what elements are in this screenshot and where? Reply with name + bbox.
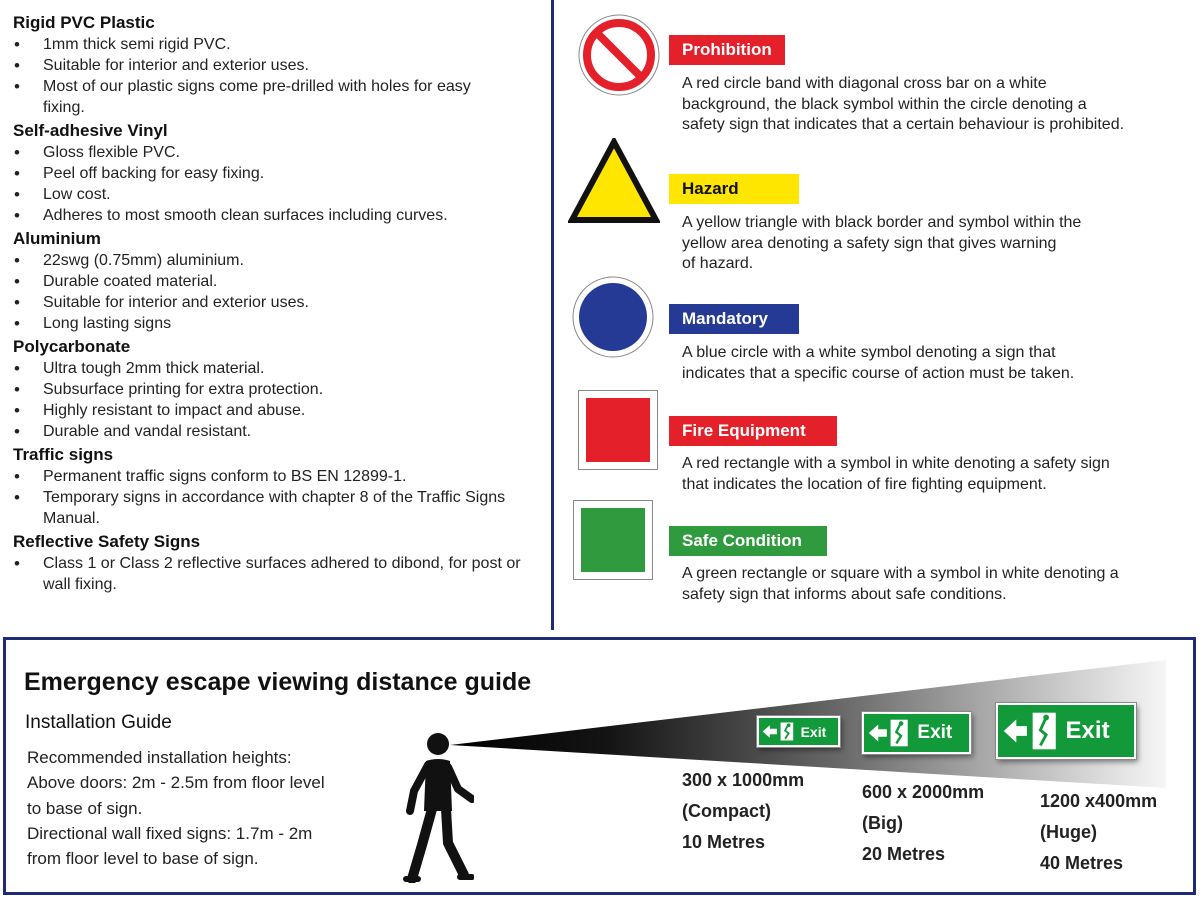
exit-sign-label: Exit (1065, 717, 1110, 744)
safe-condition-label: Safe Condition (669, 526, 827, 556)
material-section-rigid-pvc (13, 12, 543, 118)
material-item: • Permanent traffic signs conform to BS EN 12899-1. (13, 466, 543, 487)
size-huge (1040, 786, 1157, 879)
hazard-label: Hazard (669, 174, 799, 204)
mandatory-description (682, 343, 1200, 384)
prohibition-circle-icon (578, 14, 660, 96)
exit-arrow-runner-icon (864, 714, 913, 752)
sign-row-fire-equipment (568, 390, 1198, 493)
description-line: of hazard. (682, 255, 754, 272)
guide-line: Above doors: 2m - 2.5m from floor level (27, 773, 325, 793)
sign-row-hazard (568, 138, 1198, 272)
material-item: • Most of our plastic signs come pre-drilled with holes for easy fixing. (13, 76, 513, 118)
walking-person-icon (402, 733, 474, 883)
size-distance: 20 Metres (862, 844, 946, 864)
exit-arrow-runner-icon (998, 705, 1062, 757)
materials-list (13, 12, 543, 597)
material-item: • Long lasting signs (13, 313, 543, 334)
exit-sign-compact (757, 716, 840, 747)
material-item: • Ultra tough 2mm thick material. (13, 358, 543, 379)
material-section-polycarbonate (13, 336, 543, 442)
material-item: • Suitable for interior and exterior uses. (13, 55, 543, 76)
guide-line: Directional wall fixed signs: 1.7m - 2m (27, 823, 313, 843)
material-item: • Suitable for interior and exterior uses. (13, 292, 543, 313)
guide-subtitle: Installation Guide (25, 712, 172, 733)
material-section-reflective (13, 531, 543, 595)
size-name: (Huge) (1040, 822, 1097, 842)
size-dimensions: 1200 x400mm (1040, 791, 1158, 811)
description-line: yellow area denoting a safety sign that gives warning (682, 234, 1057, 252)
material-title: Traffic signs (13, 445, 114, 464)
guide-line: from floor level to base of sign. (27, 849, 259, 869)
material-item: • Gloss flexible PVC. (13, 142, 543, 163)
material-item: • Adheres to most smooth clean surfaces including curves. (13, 205, 543, 226)
mandatory-label: Mandatory (669, 304, 799, 334)
material-section-traffic (13, 444, 543, 529)
description-line: A red circle band with diagonal cross bar on a white (682, 75, 1047, 92)
material-title: Polycarbonate (13, 337, 131, 356)
hazard-triangle-icon (568, 138, 660, 224)
material-item: • Class 1 or Class 2 reflective surfaces adhered to dibond, for post or wall fixing. (13, 553, 538, 595)
size-dimensions: 600 x 2000mm (862, 782, 985, 802)
mandatory-circle-icon (572, 276, 654, 358)
exit-sign-huge (996, 703, 1136, 759)
description-line: A red rectangle with a symbol in white denoting a safety sign (682, 455, 1110, 472)
material-item: • 1mm thick semi rigid PVC. (13, 34, 543, 55)
guide-title: Emergency escape viewing distance guide (24, 668, 532, 696)
description-line: A green rectangle or square with a symbol in white denoting a (682, 565, 1119, 582)
exit-sign-label: Exit (917, 722, 953, 743)
material-item: • Peel off backing for easy fixing. (13, 163, 543, 184)
size-name: (Big) (862, 813, 903, 833)
guide-line: to base of sign. (27, 798, 143, 818)
material-title: Rigid PVC Plastic (13, 13, 155, 32)
description-line: safety sign that indicates that a certain behaviour is prohibited. (682, 116, 1125, 133)
material-item: • Subsurface printing for extra protection. (13, 379, 543, 400)
size-distance: 40 Metres (1040, 853, 1124, 873)
size-big (862, 777, 984, 870)
description-line: A yellow triangle with black border and symbol within the (682, 214, 1082, 231)
material-item: • Durable coated material. (13, 271, 543, 292)
prohibition-description (682, 74, 1200, 136)
column-divider (551, 0, 554, 630)
material-item: • Low cost. (13, 184, 543, 205)
hazard-description (682, 213, 1200, 275)
description-line: that indicates the location of fire fighting equipment. (682, 475, 1047, 493)
material-section-vinyl (13, 120, 543, 226)
size-distance: 10 Metres (682, 832, 766, 852)
description-line: indicates that a specific course of action must be taken. (682, 364, 1075, 382)
exit-arrow-runner-icon (759, 718, 799, 745)
guide-line: Recommended installation heights: (27, 748, 292, 767)
description-line: A blue circle with a white symbol denoting a sign that (682, 344, 1056, 361)
safe-condition-square-icon (573, 500, 653, 580)
sign-row-mandatory (568, 276, 1198, 382)
safe-condition-description (682, 564, 1200, 605)
material-section-aluminium (13, 228, 543, 334)
material-title: Reflective Safety Signs (13, 532, 201, 551)
exit-sign-label: Exit (800, 723, 827, 740)
material-item: • 22swg (0.75mm) aluminium. (13, 250, 543, 271)
exit-sign-big (862, 712, 971, 754)
size-dimensions: 300 x 1000mm (682, 770, 805, 790)
material-item: • Durable and vandal resistant. (13, 421, 543, 442)
fire-equipment-square-icon (578, 390, 658, 470)
fire-equipment-label: Fire Equipment (669, 416, 837, 446)
material-title: Aluminium (13, 229, 101, 248)
size-compact (682, 765, 804, 858)
sign-row-safe-condition (568, 500, 1198, 603)
viewing-distance-guide (3, 637, 1196, 895)
installation-guide-text (27, 745, 387, 871)
description-line: safety sign that informs about safe conditions. (682, 585, 1007, 603)
material-item: • Temporary signs in accordance with chapter 8 of the Traffic Signs Manual. (13, 487, 538, 529)
material-title: Self-adhesive Vinyl (13, 121, 168, 140)
sign-row-prohibition (568, 14, 1198, 133)
description-line: background, the black symbol within the circle denoting a (682, 95, 1087, 113)
size-name: (Compact) (682, 801, 771, 821)
material-item: • Highly resistant to impact and abuse. (13, 400, 543, 421)
prohibition-label: Prohibition (669, 35, 785, 65)
fire-equipment-description (682, 454, 1200, 495)
